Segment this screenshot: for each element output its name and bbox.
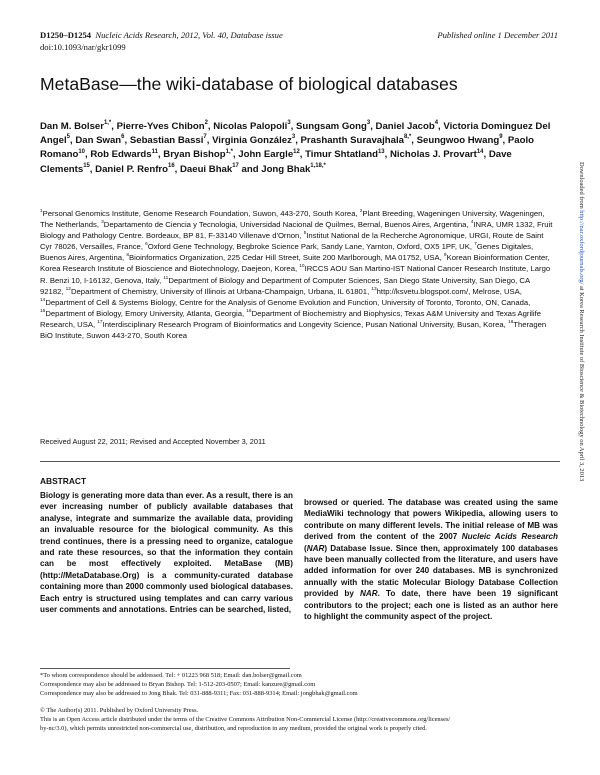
abstract-text: browsed or queried. The database was created using the same MediaWiki technology that powers Wikipedia, allowing users to contribute on many different levels. The initial release of MB was derived from the content of the 2007 — [304, 498, 558, 542]
author-name: Sebastian Bassi — [129, 135, 204, 147]
affiliation-number: 8 — [126, 253, 129, 259]
affiliation-text: Bioinformatics Organization, 225 Cedar Hill Street, Suite 200 Marlborough, MA 01752, USA, — [128, 253, 444, 263]
affiliation-number: 5 — [303, 231, 307, 237]
author-name: Sungsam Gong — [296, 121, 367, 132]
author-affiliation-marker: 3 — [366, 120, 371, 127]
download-suffix: at Korea Research Institute of Bioscience & Biotechnology on April 3, 2013 — [578, 284, 585, 482]
license-line-1: This is an Open Access article distributed under the terms of the Creative Commons Attribution Non-Commercial License (http://creativecommons.org/licenses/ — [40, 715, 451, 723]
abstract-right-column — [304, 497, 558, 622]
affiliation-text: Institut National de la Recherche Agronomique, URGI, Route de Saint Cyr 78026, Versailles, France, — [40, 231, 544, 252]
affiliation-text: Plant Breeding, Wageningen University, Wageningen, The Netherlands, — [40, 209, 545, 230]
affiliation-text: Oxford Gene Technology, Begbroke Science Park, Sandy Lane, Yarnton, Oxford, OX5 1PF, UK, — [147, 242, 475, 252]
affiliation-number: 17 — [97, 319, 103, 325]
author-affiliation-marker: 15 — [83, 162, 90, 169]
affiliation-number: 3 — [101, 220, 104, 226]
author-affiliation-marker: 17 — [232, 162, 239, 169]
author-name: Daeui Bhak — [179, 163, 233, 175]
author-name: Rob Edwards — [90, 149, 152, 161]
affiliation-number: 10 — [299, 264, 305, 270]
affiliation-text: INRA, UMR 1332, Fruit Biology and Pathology Centre. Bordeaux, BP 81, F-33140 Villenave d'Ornon, — [40, 220, 553, 241]
author-affiliation-marker: 4 — [434, 120, 439, 127]
author-affiliation-marker: 8,* — [403, 134, 412, 141]
abstract-heading: ABSTRACT — [40, 476, 87, 486]
affiliation-number: 18 — [507, 319, 514, 325]
affiliation-number: 9 — [443, 253, 447, 259]
author-name: Dave Clements — [40, 149, 512, 175]
footnote-3: Correspondence may also be addressed to Jong Bhak. Tel: 031-888-9311; Fax: 031-888-9314; Email: jongbhak@gmail.com — [40, 689, 358, 697]
affiliation-text: Interdisciplinary Research Program of Bioinformatics and Longevity Science, Pusan National University, Busan, Korea, — [102, 319, 508, 329]
author-name: Seungwoo Hwang — [416, 135, 500, 147]
download-prefix: Downloaded from — [578, 162, 585, 211]
footnote-1: *To whom correspondence should be addressed. Tel: + 01223 968 518; Email: dan.bolser@gmail.com — [40, 672, 302, 679]
affiliation-text: Department of Biology and Department of Computer Sciences, San Diego State University, San Diego, CA 92182, — [40, 275, 530, 296]
author-affiliation-marker: 5 — [66, 134, 70, 141]
author-name: Nicolas Palopoli — [213, 121, 288, 132]
author-name: Virginia González — [212, 135, 292, 147]
download-stamp — [575, 162, 585, 682]
affiliation-text: Departamento de Ciencia y Tecnologia, Universidad Nacional de Quilmes, Bernal, Buenos Aires, Argentina, — [103, 220, 471, 230]
affiliation-text: Theragen BiO Institute, Suwon 443-270, South Korea — [40, 319, 547, 341]
affiliation-number: 14 — [40, 297, 46, 303]
author-name: Bryan Bishop — [163, 149, 226, 161]
author-name: Timur Shtatland — [305, 149, 378, 161]
affiliation-number: 6 — [145, 242, 148, 248]
affiliation-text: http://ksvetu.blogspot.com/, Melrose, USA, — [376, 286, 522, 296]
received-dates: Received August 22, 2011; Revised and Accepted November 3, 2011 — [40, 437, 266, 446]
published-date: Published online 1 December 2011 — [437, 30, 558, 40]
affiliation-number: 7 — [474, 242, 477, 248]
author-affiliation-marker: 3 — [291, 134, 296, 141]
affiliation-number: 1 — [40, 208, 43, 214]
running-header — [40, 30, 558, 53]
author-affiliation-marker: 1,* — [103, 120, 112, 127]
affiliation-number: 2 — [359, 208, 363, 214]
author-name: Prashanth Suravajhala — [300, 135, 404, 147]
author-name: Jong Bhak — [261, 163, 311, 175]
correspondence-notes — [40, 672, 560, 698]
affiliation-text: Genes Digitales, Buenos Aires, Argentina, — [40, 242, 534, 263]
abstract-text: . To date, there have been 19 significant contributors to the project; each one is listed as an author here to highlight the community aspect of the project. — [304, 589, 558, 622]
author-affiliation-marker: 2 — [204, 120, 208, 127]
copyright-notice — [40, 707, 560, 733]
italic-term: NAR — [306, 543, 325, 553]
author-name: Victoria Dominguez Del Angel — [40, 121, 551, 147]
author-affiliation-marker: 11 — [151, 148, 158, 155]
footnote-divider — [40, 668, 290, 669]
author-affiliation-marker: 6 — [121, 134, 125, 141]
download-link[interactable]: http://nar.oxfordjournals.org/ — [578, 210, 585, 285]
author-name: John Eargle — [238, 149, 294, 161]
license-line-2: by-nc/3.0), which permits unrestricted non-commercial use, distribution, and reproduction in any medium, provided the original work is properly cited. — [40, 724, 427, 732]
author-name: Dan Swan — [75, 135, 122, 147]
author-name: Daniel Jacob — [375, 121, 435, 132]
page-range: D1250–D1254 — [40, 30, 92, 40]
affiliation-text: Department of Biology, Emory University, Atlanta, Georgia, — [45, 308, 247, 318]
affiliation-number: 12 — [65, 286, 71, 292]
author-affiliation-marker: 10 — [78, 148, 85, 155]
author-name: Nicholas J. Provart — [389, 149, 477, 161]
author-affiliation-marker: 12 — [293, 148, 300, 155]
author-name: Dan M. Bolser — [40, 121, 104, 132]
author-list: Dan M. Bolser$^{1,*}$, Pierre-Yves Chibon$^2$, Nicolas Palopoli$^3$, Sungsam Gong$^3$, Daniel Jacob$^4$, Victoria Dominguez Del Angel$^5$, Dan Swan$^6$, Sebastian Bassi$^7$, Virginia González$^3$, Prashanth Suravajhala$^{8,*}$, Seungwoo Hwang$^9$, Paolo Romano$^{10}$, Rob Edwards$^{11}$, Bryan Bishop$^{1,*}$, John Eargle$^{12}$, Timur Shtatland$^{13}$, Nicholas J. Provart$^{14}$, Dave Clements$^{15}$, Daniel P. Renfro$^{16}$, Daeui Bhak$^{17}$ and Jong Bhak$^{1,18,*}$ — [40, 120, 551, 175]
author-affiliation-marker: 14 — [476, 148, 484, 155]
author-affiliation-marker: 3 — [287, 120, 291, 127]
affiliation-number: 4 — [470, 220, 474, 226]
author-affiliation-marker: 9 — [499, 134, 503, 141]
author-name: Paolo Romano — [40, 135, 534, 161]
italic-term: Nucleic Acids Research — [461, 532, 558, 542]
affiliation-text: Department of Chemistry, University of Illinois at Urbana-Champaign, Urbana, IL 61801, — [70, 286, 372, 296]
article-title: MetaBase—the wiki-database of biological databases — [40, 74, 458, 94]
copyright-line: © The Author(s) 2011. Published by Oxford University Press. — [40, 707, 199, 714]
affiliation-text: Korean Bioinformation Center, Korea Research Institute of Bioscience and Biotechnology, Daejeon, Korea, — [40, 253, 550, 274]
divider — [40, 461, 560, 462]
affiliations — [40, 208, 555, 341]
abstract-left-column: Biology is generating more data than ever. As a result, there is an ever increasing number of publicly available databases that analyse, integrate and summarize the available data, providing an invaluable resource for the biological community. As this trend continues, there is a pressing need to organize, catalogue and rate these resources, so that the information they contain can be most effectively exploited. MetaBase (MB) (http://MetaDatabase.Org) is a community-curated database containing more than 2000 commonly used biological databases. Each entry is structured using templates and can carry various user comments and annotations. Entries can be searched, listed, — [40, 491, 293, 615]
affiliation-number: 15 — [40, 308, 46, 314]
journal-citation: Nucleic Acids Research, 2012, Vol. 40, Database issue — [95, 30, 283, 40]
affiliation-text: Department of Biochemistry and Biophysics, Texas A&M University and Texas Agrilife Research, USA, — [40, 308, 541, 329]
italic-term: NAR — [360, 589, 378, 599]
author-name: Daniel P. Renfro — [95, 163, 169, 175]
author-name: Pierre-Yves Chibon — [116, 121, 205, 132]
doi: doi:10.1093/nar/gkr1099 — [40, 41, 126, 52]
author-affiliation-marker: 13 — [377, 148, 385, 155]
author-affiliation-marker: 1,* — [225, 148, 233, 155]
author-affiliation-marker: 7 — [203, 134, 207, 141]
affiliation-text: Department of Cell & Systems Biology, Centre for the Analysis of Genome Evolution and Function, University of Toronto, Toronto, ON, Canada, — [45, 297, 531, 307]
author-affiliation-marker: 1,18,* — [310, 162, 326, 169]
abstract-text: ) Database Issue. Since then, approximately 100 databases have been manually collected from the literature, and users have added information for over 240 databases. MB is synchronized annually with the static Molecular Biology Database Collection provided by — [304, 543, 558, 599]
author-affiliation-marker: 16 — [168, 162, 175, 169]
footnote-2: Correspondence may also be addressed to Bryan Bishop. Tel: 1-512-203-0507; Email: kanzure@gmail.com — [40, 680, 316, 688]
affiliation-number: 11 — [163, 275, 169, 281]
affiliation-text: IRCCS AOU San Martino-IST National Cancer Research Institute, Largo R. Benzi 10, I-16132, Genova, Italy, — [40, 264, 551, 285]
abstract-text: ( — [304, 543, 307, 553]
affiliation-number: 13 — [371, 286, 377, 292]
affiliation-text: Personal Genomics Institute, Genome Research Foundation, Suwon, 443-270, South Korea, — [42, 209, 360, 218]
affiliation-number: 16 — [246, 308, 252, 314]
